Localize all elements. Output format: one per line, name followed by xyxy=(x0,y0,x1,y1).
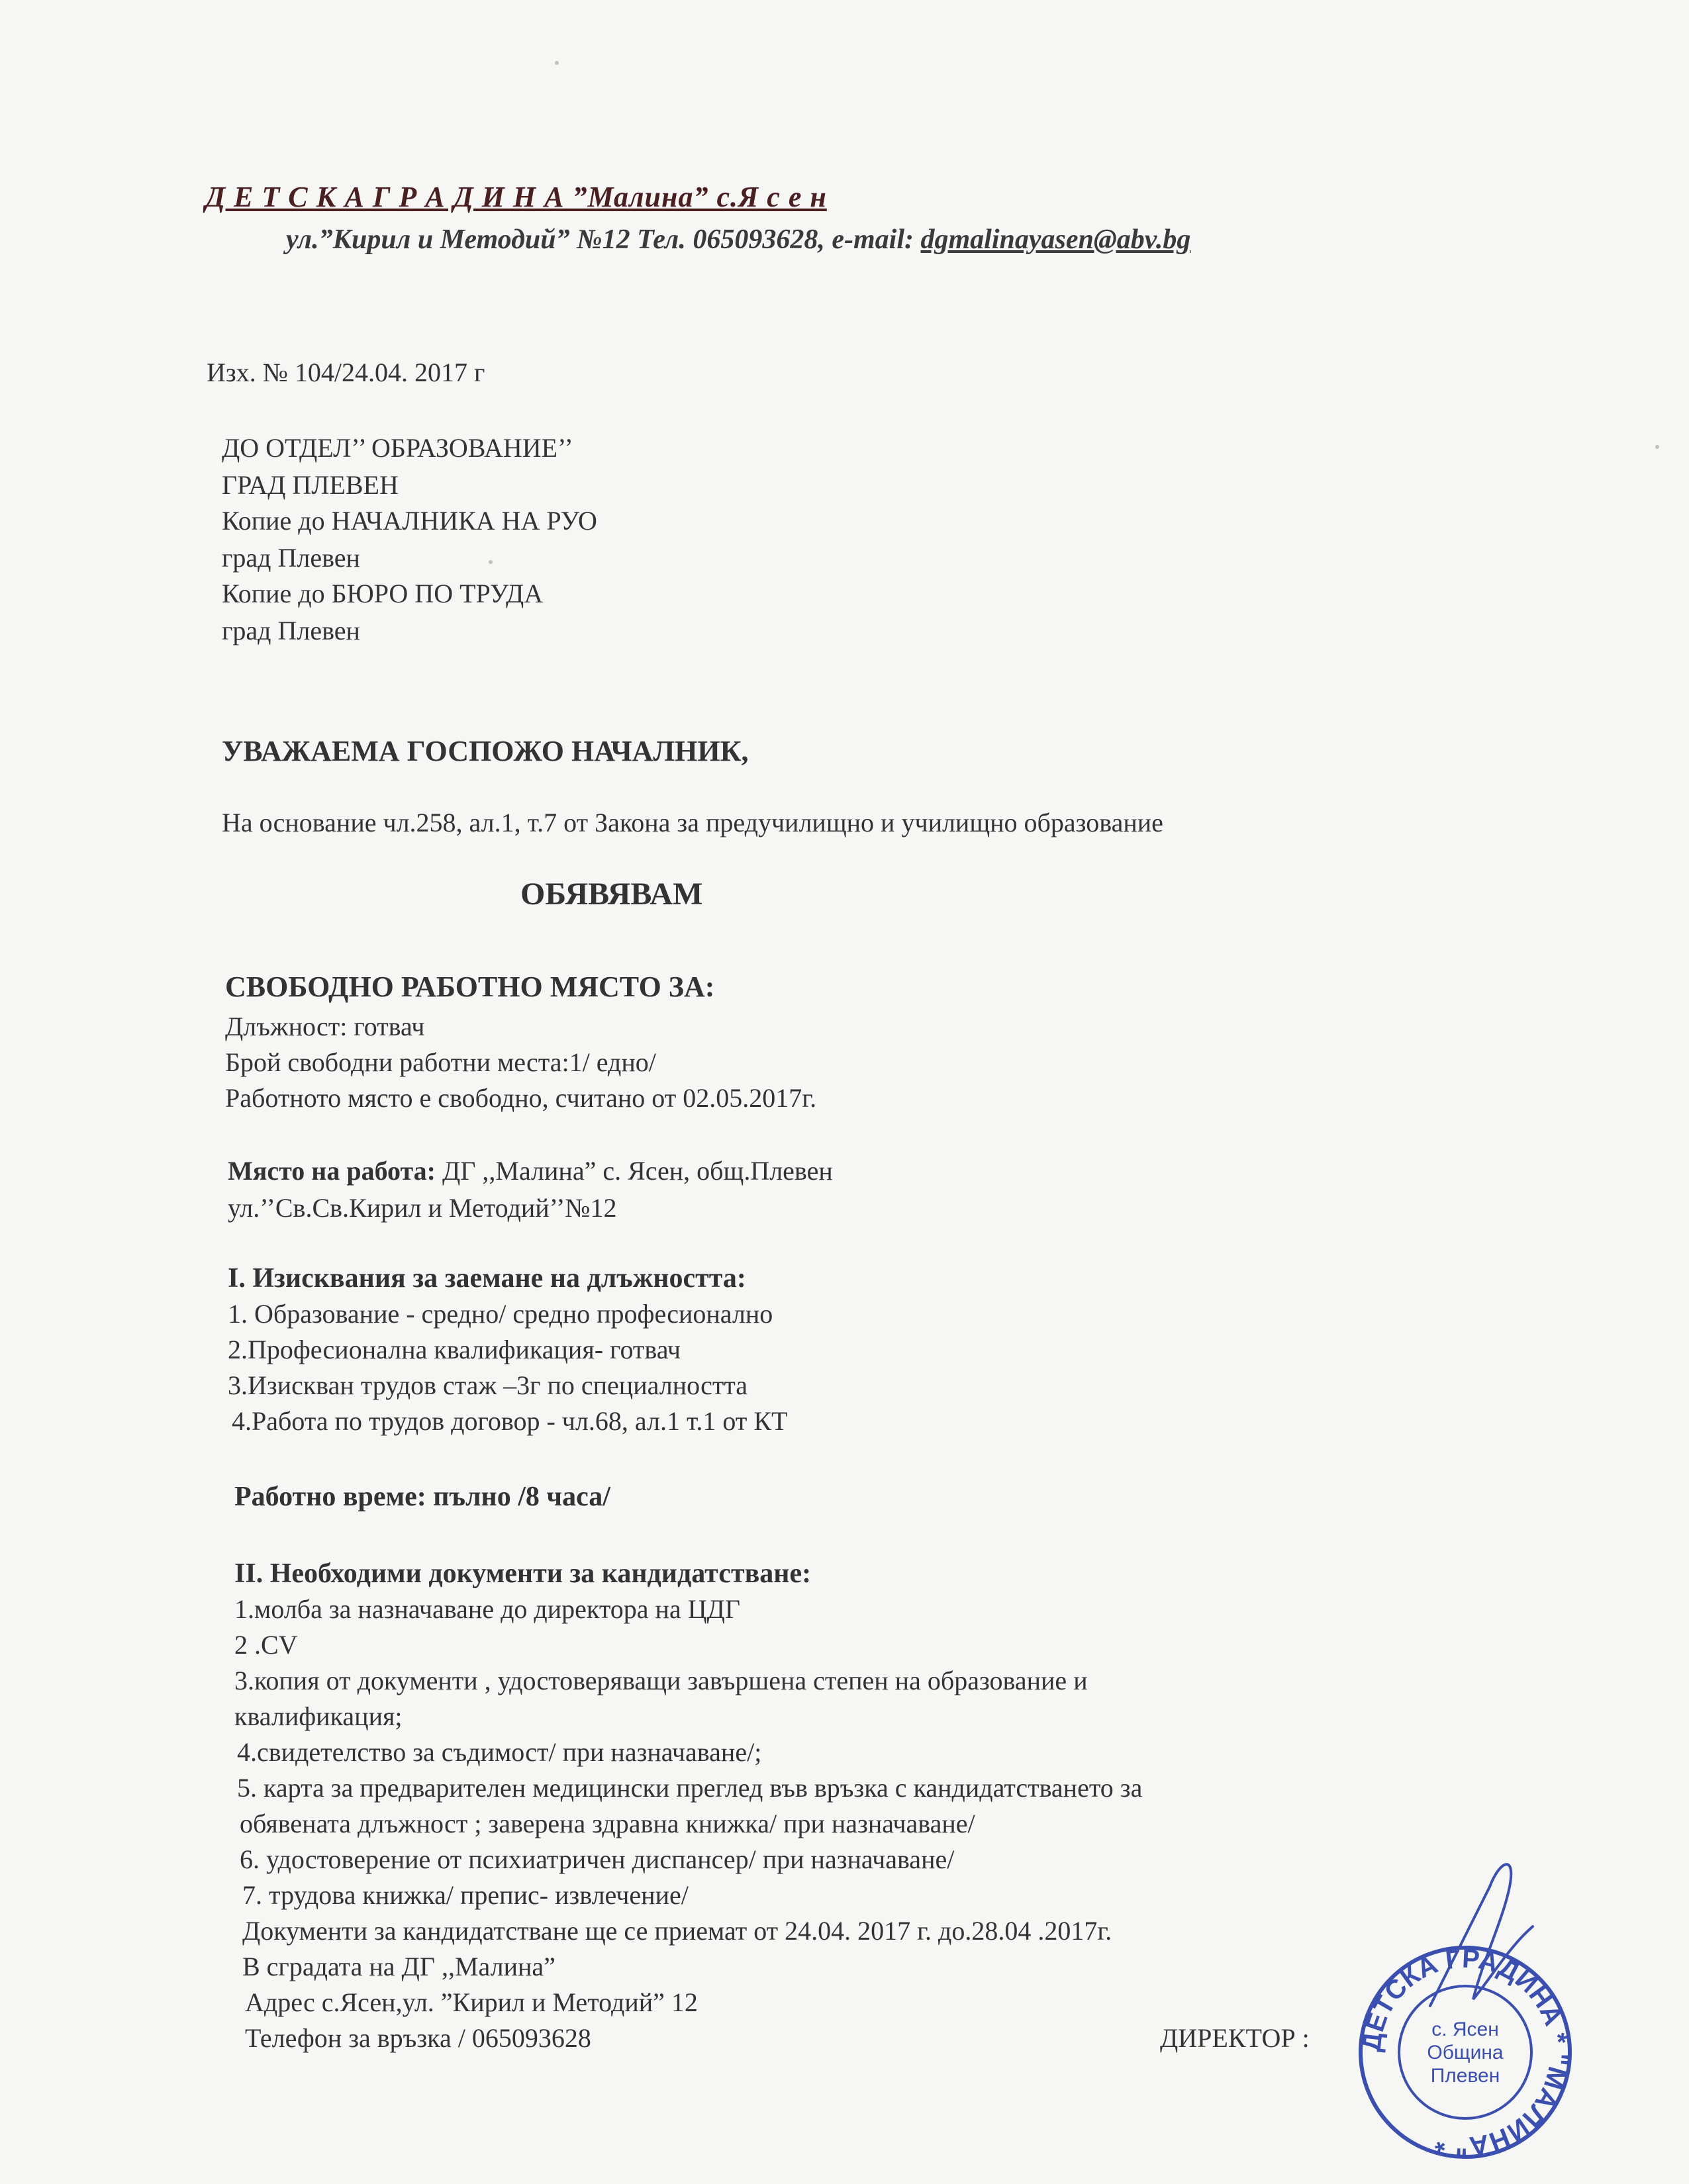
scan-speck xyxy=(1655,445,1659,449)
document-item: квалификация; xyxy=(234,1701,403,1731)
salutation: УВАЖАЕМА ГОСПОЖО НАЧАЛНИК, xyxy=(222,735,749,767)
reference-number: Изх. № 104/24.04. 2017 г xyxy=(207,357,485,387)
stamp-inner-text: Плевен xyxy=(1430,2065,1500,2087)
announce-heading: ОБЯВЯВАМ xyxy=(520,877,703,912)
document-item: 2 .CV xyxy=(234,1630,298,1660)
requirement-item: 1. Образование - средно/ средно професионално xyxy=(228,1299,773,1329)
document-item: обявената длъжност ; заверена здравна книжка/ при назначаване/ xyxy=(240,1809,975,1838)
scan-speck xyxy=(489,560,493,564)
document-item: 4.свидетелство за съдимост/ при назначаване/; xyxy=(237,1737,762,1767)
recipient-line: ДО ОТДЕЛ’’ ОБРАЗОВАНИЕ’’ xyxy=(222,433,573,463)
recipient-line: град Плевен xyxy=(222,543,360,573)
institution-stamp xyxy=(1356,1943,1574,2161)
requirement-item: 2.Професионална квалификация- готвач xyxy=(228,1335,681,1364)
letterhead-address-text: ул.”Кирил и Методий” №12 Тел. 065093628, e-mail: xyxy=(286,224,921,255)
recipient-line: Копие до БЮРО ПО ТРУДА xyxy=(222,579,544,608)
document-item: Документи за кандидатстване ще се приемат от 24.04. 2017 г. до.28.04 .2017г. xyxy=(242,1916,1112,1946)
documents-heading: II. Необходими документи за кандидатстване: xyxy=(234,1558,812,1589)
stamp-inner-text: с. Ясен xyxy=(1431,2018,1499,2040)
requirements-heading: I. Изисквания за заемане на длъжността: xyxy=(228,1263,746,1294)
letterhead-address xyxy=(286,224,1190,256)
stamp-outer-text: ДЕТСКА ГРАДИНА * "МАЛИНА" * xyxy=(1357,1944,1574,2161)
legal-basis: На основание чл.258, ал.1, т.7 от Закона за предучилищно и училищно образование xyxy=(222,808,1163,837)
scan-speck xyxy=(555,61,559,65)
recipient-line: ГРАД ПЛЕВЕН xyxy=(222,470,399,500)
workplace-value: ДГ ,,Малина” с. Ясен, общ.Плевен xyxy=(435,1156,833,1186)
vacancy-line: Брой свободни работни места:1/ едно/ xyxy=(225,1047,656,1077)
work-time: Работно време: пълно /8 часа/ xyxy=(234,1482,610,1512)
requirement-item: 4.Работа по трудов договор - чл.68, ал.1 т.1 от КТ xyxy=(232,1406,788,1436)
director-label: ДИРЕКТОР : xyxy=(1160,2023,1310,2053)
document-item: 7. трудова книжка/ препис- извлечение/ xyxy=(242,1880,689,1910)
vacancy-line: Работното място е свободно, считано от 02.05.2017г. xyxy=(225,1083,817,1113)
workplace-address: ул.’’Св.Св.Кирил и Методий’’№12 xyxy=(228,1193,617,1223)
vacancy-line: Длъжност: готвач xyxy=(225,1012,425,1041)
vacancy-heading: СВОБОДНО РАБОТНО МЯСТО ЗА: xyxy=(225,971,715,1003)
document-item: 1.молба за назначаване до директора на ЦДГ xyxy=(234,1594,741,1624)
workplace xyxy=(228,1155,833,1188)
document-item: В сградата на ДГ ,,Малина” xyxy=(242,1952,555,1981)
document-item: Телефон за връзка / 065093628 xyxy=(245,2023,591,2053)
recipient-line: Копие до НАЧАЛНИКА НА РУО xyxy=(222,506,597,536)
document-item: 3.копия от документи , удостоверяващи завършена степен на образование и xyxy=(234,1666,1088,1695)
letterhead-institution: Д Е Т С К А Г Р А Д И Н А ”Малина” с.Я с е н xyxy=(205,181,827,213)
document-item: Адрес с.Ясен,ул. ”Кирил и Методий” 12 xyxy=(245,1987,698,2017)
recipient-line: град Плевен xyxy=(222,616,360,645)
requirement-item: 3.Изискван трудов стаж –3г по специалността xyxy=(228,1370,748,1400)
letterhead-email: dgmalinayasen@abv.bg xyxy=(920,224,1191,255)
document-item: 6. удостоверение от психиатричен диспансер/ при назначаване/ xyxy=(240,1844,955,1874)
workplace-label: Място на работа: xyxy=(228,1156,436,1186)
document-item: 5. карта за предварителен медицински преглед във връзка с кандидатстването за xyxy=(237,1773,1143,1803)
stamp-inner-text: Община xyxy=(1427,2042,1504,2064)
